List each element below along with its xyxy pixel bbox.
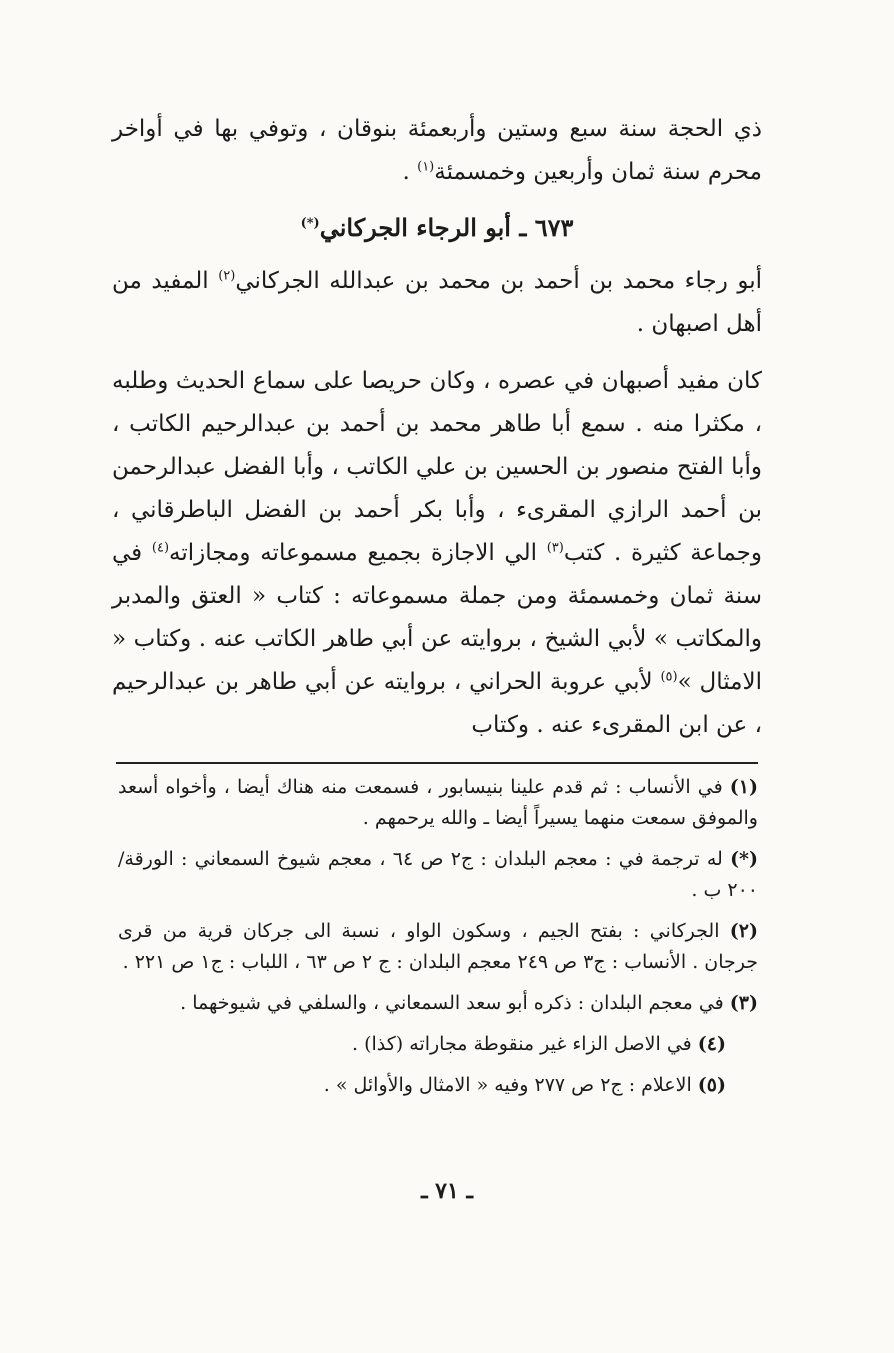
footnote: (٥) الاعلام : ج٢ ص ٢٧٧ وفيه « الامثال والأوائل » . [323,1074,726,1096]
footnote-ref-5: (٥) [660,669,678,685]
biography-paragraph: كان مفيد أصبهان في عصره ، وكان حريصا على سماع الحديث وطلبه ، مكثرا منه . سمع أبا طاهر محمد بن أحمد بن عبدالرحيم الكاتب ، وأبا الفتح منصور بن الحسين بن علي الكاتب ، وأبا الفضل عبدالرحمن بن أحمد الرازي المقرىء ، وأبا بكر أحمد بن الفضل الباطرقاني ، وجماعة كثيرة . كتب$^{(٣)}$ الي الاجازة بجميع مسموعاته ومجازاته$^{(٤)}$ في سنة ثمان وخمسمئة ومن جملة مسموعاته : كتاب « العتق والمدبر والمكاتب » لأبي الشيخ ، بروايته عن أبي طاهر الكاتب عنه . وكتاب « الامثال »$^{(٥)}$ لأبي عروبة الحراني ، بروايته عن أبي طاهر بن عبدالرحيم ، عن ابن المقرىء عنه . وكتاب [112,368,762,738]
footnote-ref-3: (٣) [546,540,564,556]
footnote: (١) في الأنساب : ثم قدم علينا بنيسابور ، فسمعت منه هناك أيضا ، وأخواه أسعد والموفق سمعت منهما يسيراً أيضا ـ والله يرحمهم . [118,776,758,829]
footnote-ref-star: (*) [300,216,320,231]
footnote-ref-2: (٢) [218,268,236,284]
footnote: (*) له ترجمة في : معجم البلدان : ج٢ ص ٦٤ ، معجم شيوخ السمعاني : الورقة/٢٠٠ ب . [118,848,758,901]
footnote-divider [116,762,758,764]
page-number: ـ ٧١ ـ [421,1178,473,1204]
footnote: (٣) في معجم البلدان : ذكره أبو سعد السمعاني ، والسلفي في شيوخهما . [180,992,758,1014]
continuation-paragraph: ذي الحجة سنة سبع وستين وأربعمئة بنوقان ، وتوفي بها في أواخر محرم سنة ثمان وأربعين وخمسمئة$^{(١)}$ . [112,116,762,185]
main-text [112,108,762,747]
entry-heading: ٦٧٣ ـ أبو الرجاء الجركاني(*) [300,213,574,242]
footnotes [118,772,758,1111]
footnote-ref-1: (١) [417,159,435,175]
footnote: (٤) في الاصل الزاء غير منقوطة مجاراته (كذا) . [352,1033,726,1055]
footnote-ref-4: (٤) [151,540,170,556]
footnote: (٢) الجركاني : بفتح الجيم ، وسكون الواو ، نسبة الى جركان قرية من قرى جرجان . الأنساب : ج٣ ص ٢٤٩ معجم البلدان : ج ٢ ص ٦٣ ، اللباب : ج١ ص ٢٢١ . [118,920,758,973]
intro-paragraph: أبو رجاء محمد بن أحمد بن محمد بن عبدالله الجركاني$^{(٢)}$ المفيد من أهل اصبهان . [112,268,762,337]
